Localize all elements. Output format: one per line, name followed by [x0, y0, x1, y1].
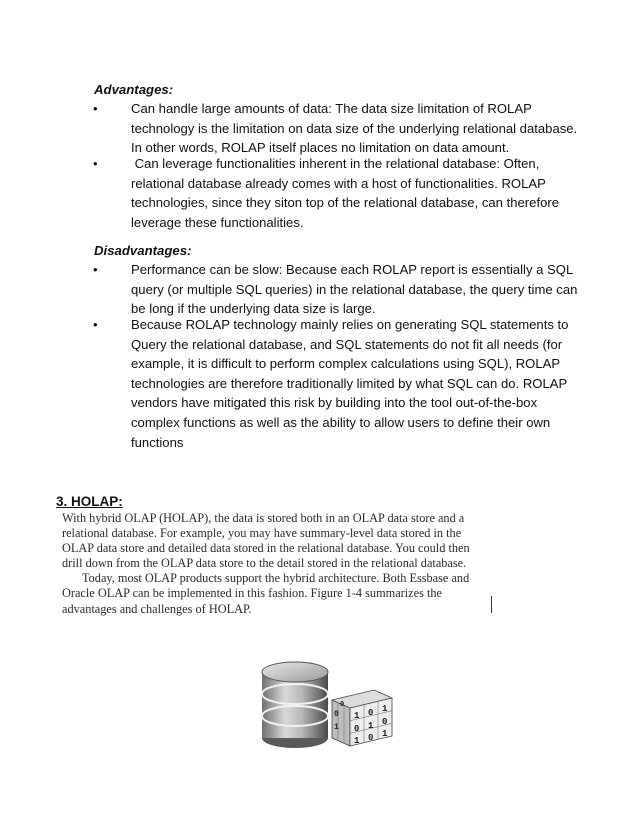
holap-section-title: 3. HOLAP:	[56, 494, 123, 509]
text-line: leverage these functionalities.	[131, 214, 304, 230]
cube-digit: 0	[368, 708, 374, 718]
disadvantage-text-1	[131, 260, 603, 319]
text-line: relational database. For example, you may have summary-level data stored in the	[62, 526, 462, 541]
advantages-heading: Advantages:	[94, 82, 174, 97]
text-line: technologies are therefore traditionally limited by what SQL can do. ROLAP	[131, 375, 568, 391]
database-cylinder	[262, 662, 328, 748]
text-line: query (or multiple SQL queries) in the relational database, the query time can	[131, 281, 578, 297]
cube-digit: 1	[354, 711, 360, 721]
cube-digit: 1	[382, 729, 388, 739]
cube-digit: 0	[382, 717, 388, 727]
text-line: Oracle OLAP can be implemented in this fashion. Figure 1-4 summarizes the	[62, 586, 442, 601]
bullet-icon: •	[93, 156, 98, 171]
advantage-text-2	[131, 154, 603, 232]
text-line: drill down from the OLAP data store to the detail stored in the relational database.	[62, 556, 467, 571]
cube-digit: 0	[340, 701, 345, 709]
text-line: OLAP data store and detailed data stored in the relational database. You could then	[62, 541, 470, 556]
cube-digit: 1	[382, 704, 388, 714]
text-line: With hybrid OLAP (HOLAP), the data is stored both in an OLAP data store and a	[62, 511, 465, 525]
text-line: Because ROLAP technology mainly relies on generating SQL statements to	[131, 317, 569, 332]
bullet-icon: •	[93, 262, 98, 277]
bullet-icon: •	[93, 317, 98, 332]
text-line: technologies, since they siton top of the relational database, can therefore	[131, 195, 560, 211]
text-line: Can handle large amounts of data: The data size limitation of ROLAP	[131, 101, 532, 116]
text-cursor-mark	[491, 596, 492, 613]
disadvantages-heading: Disadvantages:	[94, 243, 192, 258]
database-cylinder-with-binary-cube-icon	[258, 658, 398, 750]
binary-cube	[332, 690, 392, 746]
text-line: be long if the underlying data size is large.	[131, 301, 376, 317]
text-line: Query the relational database, and SQL statements do not fit all needs (for	[131, 336, 563, 352]
text-line: example, it is difficult to perform complex calculations using SQL), ROLAP	[131, 356, 561, 372]
text-line: Performance can be slow: Because each ROLAP report is essentially a SQL	[131, 262, 574, 277]
text-line: relational database already comes with a host of functionalities. ROLAP	[131, 175, 546, 191]
cube-digit: 0	[354, 724, 360, 734]
text-line: advantages and challenges of HOLAP.	[62, 601, 252, 616]
text-line: vendors have mitigated this risk by building into the tool out-of-the-box	[131, 395, 538, 411]
cube-digit: 1	[334, 723, 339, 732]
cube-digit: 1	[368, 721, 374, 731]
cube-digit: 0	[368, 733, 374, 743]
text-line: In other words, ROLAP itself places no limitation on data amount.	[131, 140, 510, 156]
bullet-icon: •	[93, 101, 98, 116]
cube-digit: 1	[354, 736, 360, 746]
text-line: complex functions as well as the ability to allow users to define their own	[131, 414, 551, 430]
text-line: functions	[131, 434, 184, 450]
cube-digit: 0	[334, 710, 339, 719]
advantage-text-1	[131, 99, 603, 158]
text-line: Can leverage functionalities inherent in the relational database: Often,	[131, 156, 540, 171]
text-line: technology is the limitation on data size of the underlying relational database.	[131, 120, 578, 136]
text-line: Today, most OLAP products support the hybrid architecture. Both Essbase and	[82, 571, 470, 586]
disadvantage-text-2	[131, 315, 603, 452]
holap-scanned-paragraph	[62, 511, 494, 617]
